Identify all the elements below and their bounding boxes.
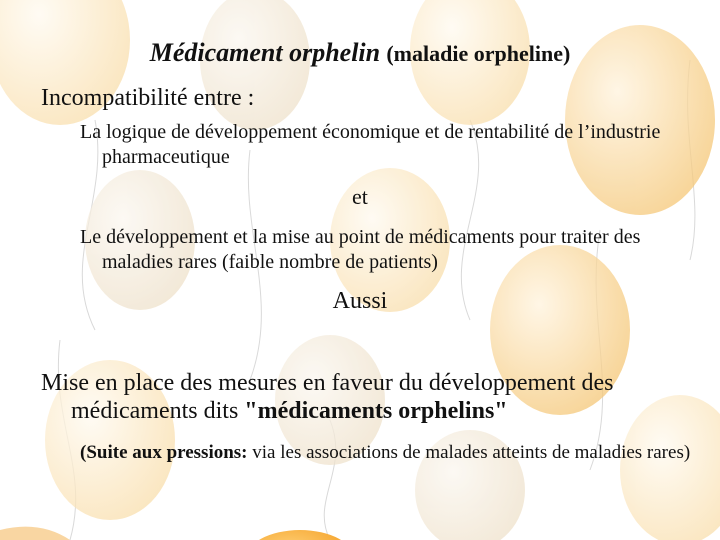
note-rest: via les associations de malades atteints de maladies rares) bbox=[247, 442, 691, 463]
slide-title bbox=[0, 38, 720, 68]
connector-et: et bbox=[352, 184, 368, 209]
measures-bold: "médicaments orphelins" bbox=[244, 398, 508, 424]
transition-aussi: Aussi bbox=[332, 288, 388, 314]
point-economic-logic: La logique de développement économique et de rentabilité de l’industrie pharmaceutique bbox=[80, 121, 661, 168]
title-main: Médicament orphelin bbox=[149, 38, 381, 67]
measures-paragraph bbox=[41, 369, 720, 425]
measures-text: Mise en place des mesures en faveur du développement des médicaments dits bbox=[41, 370, 614, 424]
pressure-note bbox=[80, 440, 712, 466]
heading-incompatibility: Incompatibilité entre : bbox=[41, 85, 255, 111]
note-open: (Suite aux pressions: bbox=[80, 442, 248, 463]
title-sub: (maladie orpheline) bbox=[386, 41, 571, 66]
point-rare-diseases: Le développement et la mise au point de médicaments pour traiter des maladies rares (faible nombre de patients) bbox=[80, 226, 641, 273]
